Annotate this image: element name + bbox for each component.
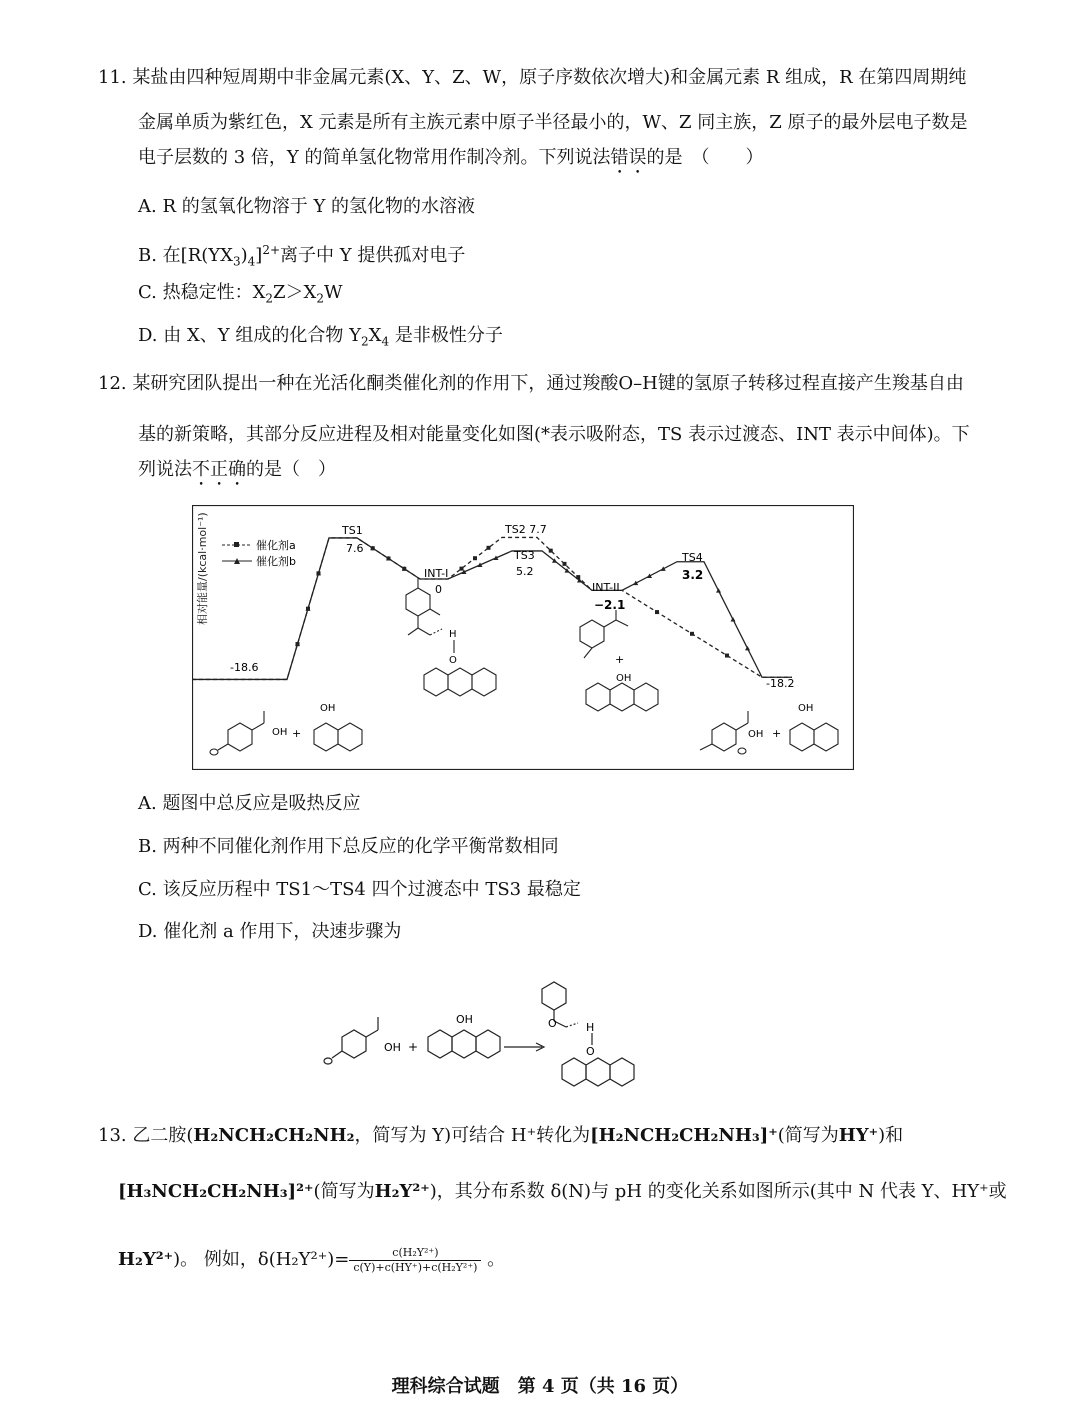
label-ts3: TS3 xyxy=(514,549,535,562)
series-marker-a xyxy=(563,562,567,566)
series-marker-a xyxy=(460,567,464,571)
end-oh-label: OH xyxy=(748,729,764,740)
label-int2: INT-II xyxy=(592,581,620,594)
rxn-oh: OH xyxy=(384,1041,401,1054)
int1-o-label: O xyxy=(449,655,457,666)
distribution-fraction: $\frac{\text{c(H₂Y²⁺)}}{\text{c(Y)+c(HY⁺)+c(H₂Y²⁺)}}$ xyxy=(349,1246,481,1275)
int1-benzene-ring xyxy=(406,588,430,616)
q11-line3: 电子层数的 3 倍，Y 的简单氢化物常用作制冷剂。下列说法错误的是 （ ） xyxy=(138,147,764,168)
reaction-scheme-svg xyxy=(320,975,660,1105)
label-int1: INT-I xyxy=(424,567,449,580)
label-ts2: TS2 7.7 xyxy=(505,523,547,536)
q11-option-a: A. R 的氢氧化物溶于 Y 的氢化物的水溶液 xyxy=(138,196,476,217)
q11-emphasis: 错误 xyxy=(610,147,647,168)
series-marker-b xyxy=(731,617,736,622)
q12-option-a: A. 题图中总反应是吸热反应 xyxy=(138,793,361,814)
q12-emphasis: 不正确 xyxy=(192,459,246,480)
series-marker-a xyxy=(725,654,729,658)
end-oh-top-label: OH xyxy=(798,703,814,714)
legend-marker-a xyxy=(234,542,239,547)
series-marker-b xyxy=(716,588,721,593)
y-axis-label: 相对能量/(kcal·mol⁻¹) xyxy=(196,512,209,625)
q13-line3: H₂Y²⁺)。 例如，δ(H₂Y²⁺)= $\frac{\text{c(H₂Y²⁺)}}{\text{c(Y)+c(HY⁺)+c(H₂Y²⁺)}}$ 。 xyxy=(118,1245,506,1274)
label-ts1-value: 7.6 xyxy=(346,542,364,555)
int2-plus: + xyxy=(615,653,625,666)
rxn-plus: + xyxy=(408,1040,419,1054)
page-footer: 理科综合试题 第 4 页（共 16 页） xyxy=(391,1376,689,1397)
series-marker-a xyxy=(473,556,477,560)
q11-option-b: B. 在$[R(YX_3)_4]^{2+}$离子中 Y 提供孤对电子 xyxy=(138,243,466,269)
reaction-scheme xyxy=(320,975,660,1105)
rxn-o: O xyxy=(586,1045,595,1058)
start-oh-label: OH xyxy=(272,727,288,738)
series-marker-a xyxy=(690,632,694,636)
series-marker-a xyxy=(549,549,553,553)
int1-h-label: H xyxy=(449,629,457,640)
q11-line2: 金属单质为紫红色，X 元素是所有主族元素中原子半径最小的，W、Z 同主族，Z 原子的最外层电子数是 xyxy=(138,112,968,133)
q13-number: 13. xyxy=(98,1125,127,1146)
legend-label-a: 催化剂a xyxy=(256,539,296,552)
energy-profile-svg xyxy=(192,505,854,770)
q12-option-d: D. 催化剂 a 作用下，决速步骤为 xyxy=(138,921,402,942)
start-plus: + xyxy=(292,727,302,740)
series-marker-b xyxy=(745,646,750,651)
rxn-oh-top: OH xyxy=(456,1013,473,1026)
label-ts4: TS4 xyxy=(682,551,703,564)
label-int2-value: −2.1 xyxy=(594,598,626,612)
label-start-value: -18.6 xyxy=(230,661,259,674)
q11-number: 11. xyxy=(98,67,127,88)
start-oh-top-label: OH xyxy=(320,703,336,714)
label-ts4-value: 3.2 xyxy=(682,568,704,582)
label-ts1: TS1 xyxy=(342,524,363,537)
q12-line2: 基的新策略，其部分反应进程及相对能量变化如图(*表示吸附态，TS 表示过渡态、INT 表示中间体)。下 xyxy=(138,424,970,445)
q13-line2: [H₃NCH₂CH₂NH₃]²⁺(简写为H₂Y²⁺)，其分布系数 δ(N)与 pH 的变化关系如图所示(其中 N 代表 Y、HY⁺或 xyxy=(118,1181,1007,1202)
q13-line1: 13. 乙二胺(H₂NCH₂CH₂NH₂，简写为 Y)可结合 H⁺转化为[H₂NCH₂CH₂NH₃]⁺(简写为HY⁺)和 xyxy=(98,1125,904,1146)
end-plus: + xyxy=(772,727,782,740)
q11-option-d: D. 由 X、Y 组成的化合物 $Y_2X_4$ 是非极性分子 xyxy=(138,325,503,349)
q12-line3: 列说法不正确的是（ ） xyxy=(138,459,336,480)
energy-profile-chart xyxy=(192,505,854,770)
rxn-o2: O xyxy=(548,1017,557,1030)
legend-label-b: 催化剂b xyxy=(256,555,296,568)
reactant-ring xyxy=(342,1030,366,1058)
label-ts3-value: 5.2 xyxy=(516,565,534,578)
label-end-value: -18.2 xyxy=(766,677,795,690)
rxn-h: H xyxy=(586,1021,595,1034)
label-int1-value: 0 xyxy=(435,583,442,596)
molecule-end xyxy=(700,711,838,754)
series-marker-a xyxy=(487,546,491,550)
legend xyxy=(222,538,296,568)
series-marker-a xyxy=(655,610,659,614)
q12-option-b: B. 两种不同催化剂作用下总反应的化学平衡常数相同 xyxy=(138,836,559,857)
q11-line1: 11. 某盐由四种短周期中非金属元素(X、Y、Z、W，原子序数依次增大)和金属元素 R 组成，R 在第四周期纯 xyxy=(98,67,967,88)
q12-option-c: C. 该反应历程中 TS1～TS4 四个过渡态中 TS3 最稳定 xyxy=(138,879,581,900)
q11-option-c: C. 热稳定性：$X_2Z>X_2W$ xyxy=(138,282,343,306)
q12-number: 12. xyxy=(98,373,127,394)
int2-oh-label: OH xyxy=(616,673,632,684)
q12-line1: 12. 某研究团队提出一种在光活化酮类催化剂的作用下，通过羧酸O–H键的氢原子转移过程直接产生羧基自由 xyxy=(98,373,964,394)
